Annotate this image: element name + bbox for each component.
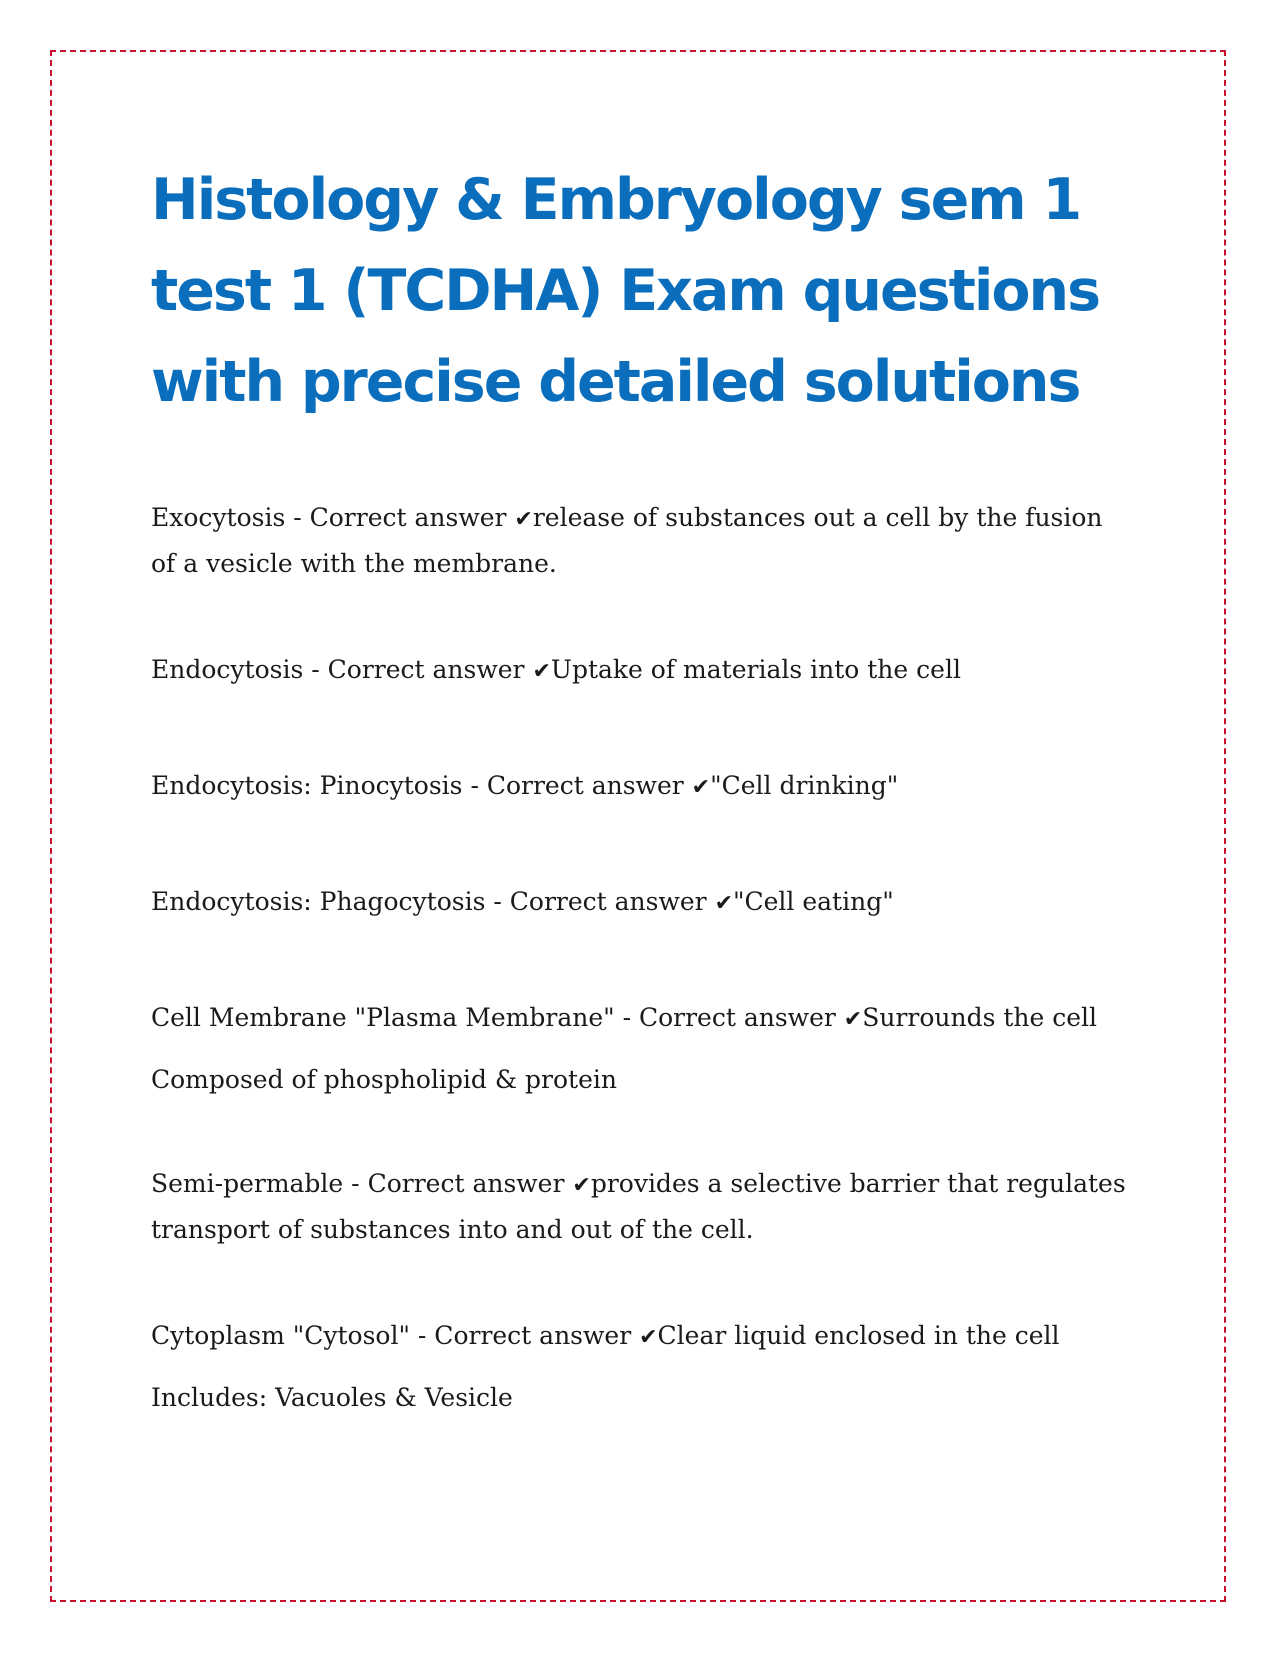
answer-separator: - Correct answer xyxy=(462,771,692,800)
term: Endocytosis xyxy=(151,655,304,684)
answer-separator: - Correct answer xyxy=(485,887,715,916)
term: Endocytosis: Pinocytosis xyxy=(151,771,463,800)
answer-separator: - Correct answer xyxy=(409,1321,640,1350)
checkmark-icon: ✔ xyxy=(514,507,533,532)
qa-entry-exocytosis xyxy=(151,496,1131,586)
qa-entry-endocytosis xyxy=(151,648,1131,694)
qa-entry-semi-permable xyxy=(151,1162,1131,1252)
checkmark-icon: ✔ xyxy=(691,775,711,800)
answer: release of substances out a cell by the fusion of a vesicle with the membrane. xyxy=(151,503,1103,578)
qa-line xyxy=(151,496,1131,586)
term: Cytoplasm "Cytosol" xyxy=(151,1321,410,1350)
answer: Surrounds the cell xyxy=(862,1003,1098,1032)
answer: "Cell eating" xyxy=(733,887,894,916)
answer: provides a selective barrier that regulates transport of substances into and out of the cell. xyxy=(151,1169,1126,1244)
answer-continuation: Includes: Vacuoles & Vesicle xyxy=(151,1383,513,1412)
checkmark-icon: ✔ xyxy=(572,1173,591,1198)
answer-separator: - Correct answer xyxy=(285,503,515,532)
qa-line xyxy=(151,996,1131,1042)
qa-line xyxy=(151,648,1131,694)
qa-line xyxy=(151,880,1131,926)
checkmark-icon: ✔ xyxy=(714,891,733,916)
answer-continuation: Composed of phospholipid & protein xyxy=(151,1065,617,1094)
qa-entry-cell-membrane xyxy=(151,996,1131,1102)
answer: Clear liquid enclosed in the cell xyxy=(657,1321,1060,1350)
checkmark-icon: ✔ xyxy=(639,1325,658,1350)
qa-entry-phagocytosis xyxy=(151,880,1131,926)
qa-list xyxy=(151,496,1131,1420)
checkmark-icon: ✔ xyxy=(843,1007,863,1032)
term: Endocytosis: Phagocytosis xyxy=(151,887,486,916)
answer: Uptake of materials into the cell xyxy=(550,655,961,684)
term: Semi-permable xyxy=(151,1169,344,1198)
document-body xyxy=(151,155,1131,1420)
qa-entry-cytoplasm xyxy=(151,1314,1131,1420)
qa-line xyxy=(151,1162,1131,1252)
answer: "Cell drinking" xyxy=(710,771,899,800)
qa-line xyxy=(151,764,1131,810)
answer-separator: - Correct answer xyxy=(303,655,533,684)
answer-separator: - Correct answer xyxy=(614,1003,844,1032)
term: Cell Membrane "Plasma Membrane" xyxy=(151,1003,615,1032)
term: Exocytosis xyxy=(151,503,286,532)
checkmark-icon: ✔ xyxy=(532,659,551,684)
qa-entry-pinocytosis xyxy=(151,764,1131,810)
document-title: Histology & Embryology sem 1 test 1 (TCDHA) Exam questions with precise detailed solutions xyxy=(151,167,1100,415)
qa-line xyxy=(151,1314,1131,1360)
answer-separator: - Correct answer xyxy=(343,1169,573,1198)
